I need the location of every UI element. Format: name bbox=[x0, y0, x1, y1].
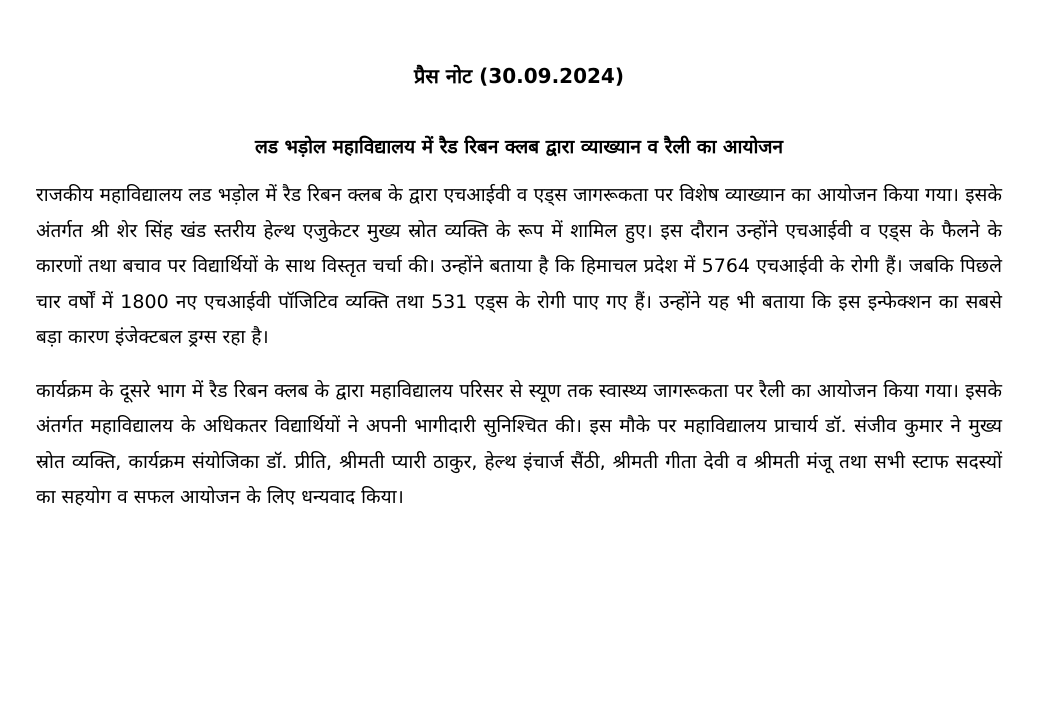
paragraph-lecture: राजकीय महाविद्यालय लड भड़ोल में रैड रिबन क्लब के द्वारा एचआईवी व एड्स जागरूकता पर विशेष व्याख्यान का आयोजन किया गया। इसके अंतर्गत श्री शेर सिंह खंड स्तरीय हेल्थ एजुकेटर मुख्य स्रोत व्यक्ति के रूप में शामिल हुए। इस दौरान उन्होंने एचआईवी व एड्स के फैलने के कारणों तथा बचाव पर विद्यार्थियों के साथ विस्तृत चर्चा की। उन्होंने बताया है कि हिमाचल प्रदेश में 5764 एचआईवी के रोगी हैं। जबकि पिछले चार वर्षों में 1800 नए एचआईवी पॉजिटिव व्यक्ति तथा 531 एड्स के रोगी पाए गए हैं। उन्होंने यह भी बताया कि इस इन्फेक्शन का सबसे बड़ा कारण इंजेक्टबल ड्रग्स रहा है। bbox=[36, 184, 1002, 348]
paragraph-rally: कार्यक्रम के दूसरे भाग में रैड रिबन क्लब के द्वारा महाविद्यालय परिसर से स्यूण तक स्वास्थ्य जागरूकता पर रैली का आयोजन किया गया। इसके अंतर्गत महाविद्यालय के अधिकतर विद्यार्थियों ने अपनी भागीदारी सुनिश्चित की। इस मौके पर महाविद्यालय प्राचार्य डॉ. संजीव कुमार ने मुख्य स्रोत व्यक्ति, कार्यक्रम संयोजिका डॉ. प्रीति, श्रीमती प्यारी ठाकुर, हेल्थ इंचार्ज सैंठी, श्रीमती गीता देवी व श्रीमती मंजू तथा सभी स्टाफ सदस्यों का सहयोग व सफल आयोजन के लिए धन्यवाद किया। bbox=[36, 379, 1002, 508]
press-note-heading: लड भड़ोल महाविद्यालय में रैड रिबन क्लब द्वारा व्याख्यान व रैली का आयोजन bbox=[254, 136, 784, 158]
press-note-title: प्रैस नोट (30.09.2024) bbox=[414, 64, 624, 88]
